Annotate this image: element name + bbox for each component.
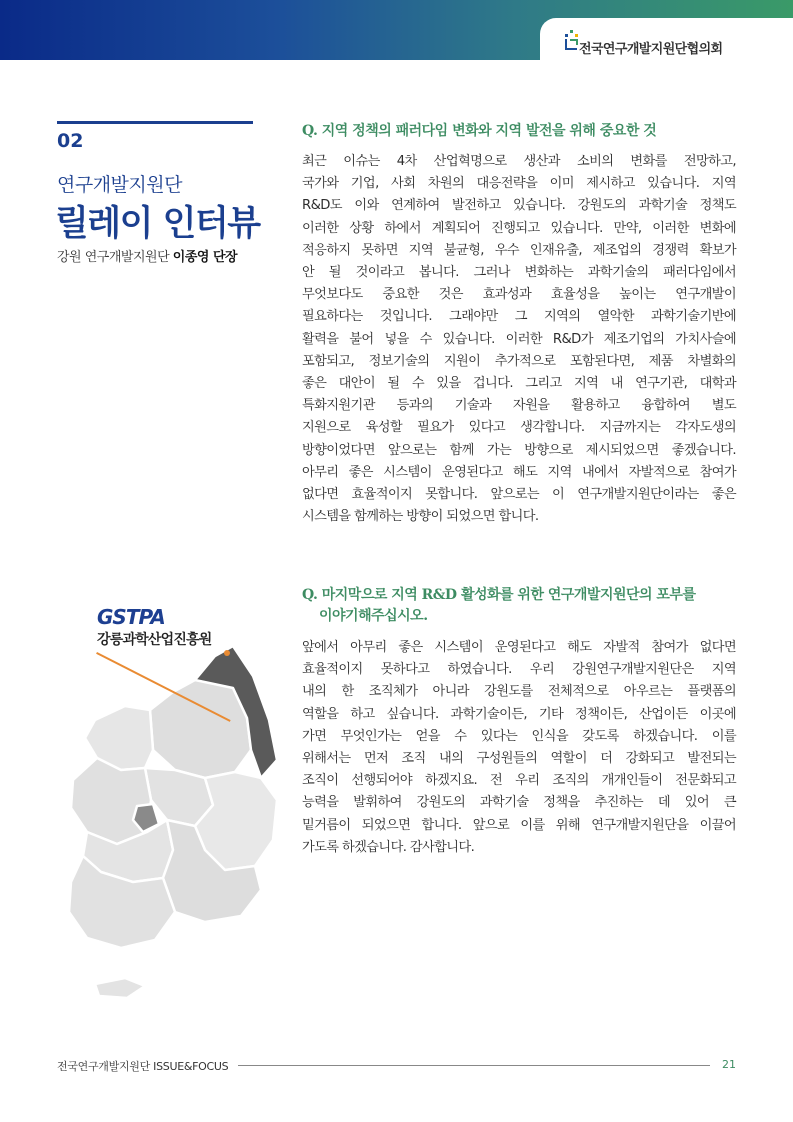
- answer-2-line: 가면 무엇인가는 얻을 수 있다는 인식을 갖도록 하겠습니다. 이를: [302, 728, 736, 744]
- answer-1-line: 필요하다는 것입니다. 그래야만 그 지역의 열악한 과학기술기반에: [302, 309, 736, 325]
- answer-2: [302, 637, 736, 859]
- interviewee: [57, 246, 237, 265]
- korea-map-illustration: [55, 600, 285, 1010]
- question-2-line: Q. 마지막으로 지역 R&D 활성화를 위한 연구개발지원단의 포부를: [302, 587, 696, 603]
- answer-2-line: 능력을 발휘하여 강원도의 과학기술 정책을 추진하는 데 있어 큰: [302, 795, 736, 811]
- answer-1-line: 아무리 좋은 시스템이 운영된다고 해도 지역 내에서 자발적으로 참여가: [302, 464, 736, 480]
- answer-2-line: 위해서는 먼저 조직 내의 구성원들의 역할이 더 강화되고 발전되는: [302, 751, 736, 767]
- answer-2-line: 앞에서 아무리 좋은 시스템이 운영된다고 해도 자발적 참여가 없다면: [302, 640, 736, 655]
- gstpa-logo: GSTPA: [97, 605, 165, 629]
- page-title: 릴레이 인터뷰: [55, 204, 260, 244]
- interviewee-name: 이종영 단장: [172, 250, 238, 265]
- question-2-line: 이야기해주십시오.: [319, 608, 428, 624]
- map-callout-dot: [224, 650, 230, 656]
- answer-1-line: 특화지원기관 등과의 기술과 자원을 활용하고 융합하여 별도: [302, 398, 736, 414]
- answer-1-line: 안 될 것이라고 봅니다. 그러나 변화하는 과학기술의 패러다임에서: [302, 265, 736, 281]
- map-region-jeju: [95, 978, 145, 998]
- series-title: 연구개발지원단: [57, 174, 182, 196]
- question-1: Q. 지역 정책의 패러다임 변화와 지역 발전을 위해 중요한 것: [302, 123, 657, 139]
- answer-1-line: 무엇보다도 중요한 것은 효과성과 효율성을 높이는 연구개발이: [302, 287, 736, 303]
- interviewee-org: 강원 연구개발지원단: [57, 250, 170, 265]
- page-number: 21: [722, 1058, 736, 1071]
- answer-1: [302, 151, 736, 528]
- answer-1-line: 적응하지 못하면 지역 불균형, 우수 인재유출, 제조업의 경쟁력 확보가: [302, 242, 736, 258]
- answer-2-line: 내의 한 조직체가 아니라 강원도를 전체적으로 아우르는 플랫폼의: [302, 684, 736, 700]
- answer-1-line: 이러한 상황 하에서 계획되어 진행되고 있습니다. 만약, 이러한 변화에: [302, 220, 736, 236]
- answer-2-line: 밑거름이 되었으면 합니다. 앞으로 이를 위해 연구개발지원단을 이끌어: [302, 817, 736, 833]
- map-region-chungnam: [71, 758, 151, 844]
- answer-1-line: 시스템을 함께하는 방향이 되었으면 합니다.: [302, 509, 539, 525]
- question-2: [302, 585, 742, 627]
- footer-publication: 전국연구개발지원단 ISSUE&FOCUS: [57, 1060, 229, 1073]
- gstpa-name: 강릉과학산업진흥원: [97, 632, 212, 648]
- answer-1-line: 활력을 불어 넣을 수 있습니다. 이러한 R&D가 제조기업의 가치사슬에: [302, 331, 736, 347]
- answer-2-line: 효율적이지 못하다고 하였습니다. 우리 강원연구개발지원단은 지역: [302, 662, 736, 678]
- answer-1-line: 없다면 효율적이지 못합니다. 앞으로는 이 연구개발지원단이라는 좋은: [302, 487, 736, 503]
- answer-2-line: 역할을 하고 싶습니다. 과학기술이든, 기타 정책이든, 산업이든 이곳에: [302, 706, 736, 722]
- answer-1-line: R&D도 이와 연계하여 발전하고 있습니다. 강원도의 과학기술 정책도: [302, 198, 736, 214]
- section-rule: [57, 121, 253, 124]
- answer-2-line: 가도록 하겠습니다. 감사합니다.: [302, 839, 475, 855]
- answer-1-line: 최근 이슈는 4차 산업혁명으로 생산과 소비의 변화를 전망하고,: [302, 154, 736, 169]
- answer-1-line: 포함되고, 정보기술의 지원이 추가적으로 포함된다면, 제품 차별화의: [302, 353, 736, 369]
- answer-1-line: 국가와 기업, 사회 차원의 대응전략을 이미 제시하고 있습니다. 지역: [302, 176, 736, 192]
- section-number: 02: [57, 130, 84, 152]
- answer-1-line: 좋은 대안이 될 수 있을 겁니다. 그리고 지역 내 연구기관, 대학과: [302, 376, 736, 392]
- footer-rule: [238, 1065, 710, 1066]
- answer-1-line: 방향이었다면 앞으로는 함께 가는 방향으로 제시되었으면 좋겠습니다.: [302, 442, 736, 458]
- answer-2-line: 조직이 선행되어야 하겠지요. 전 우리 조직의 개개인들이 전문화되고: [302, 773, 736, 789]
- org-name: 전국연구개발지원단협의회: [579, 42, 723, 57]
- answer-1-line: 지원으로 육성할 필요가 있다고 생각합니다. 지금까지는 각자도생의: [302, 420, 736, 436]
